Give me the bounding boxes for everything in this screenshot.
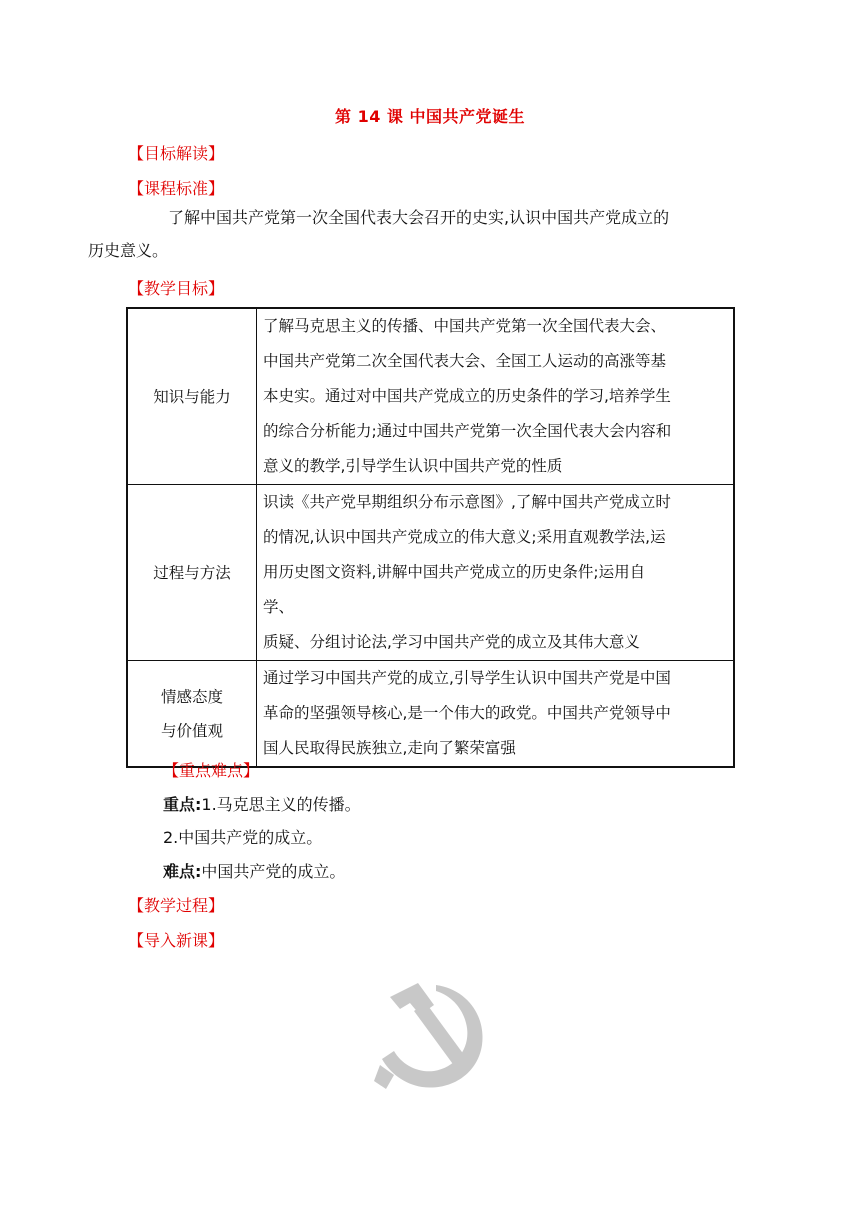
difficult-text: 中国共产党的成立。	[201, 862, 346, 881]
content-line: 中国共产党第二次全国代表大会、全国工人运动的高涨等基	[263, 352, 667, 370]
curriculum-line: 了解中国共产党第一次全国代表大会召开的史实,认识中国共产党成立的	[168, 208, 670, 227]
row-content	[257, 485, 735, 661]
difficult-point	[163, 859, 345, 882]
row-label-text: 情感态度	[160, 687, 223, 706]
content-line: 国人民取得民族独立,走向了繁荣富强	[263, 739, 516, 757]
row-label-text: 与价值观	[160, 721, 223, 740]
heading-new-lesson: 【导入新课】	[128, 931, 225, 950]
table-row	[127, 308, 734, 485]
heading-key-points: 【重点难点】	[163, 761, 260, 780]
key-point-1	[163, 792, 361, 815]
curriculum-text	[88, 201, 733, 267]
content-line: 质疑、分组讨论法,学习中国共产党的成立及其伟大意义	[263, 633, 640, 651]
key-label: 重点:	[163, 795, 202, 814]
content-line: 识读《共产党早期组织分布示意图》,了解中国共产党成立时	[263, 493, 671, 511]
table-row	[127, 485, 734, 661]
row-content	[257, 661, 735, 768]
row-label-text: 知识与能力	[153, 387, 231, 406]
content-line: 本史实。通过对中国共产党成立的历史条件的学习,培养学生	[263, 387, 671, 405]
content-line: 了解马克思主义的传播、中国共产党第一次全国代表大会、	[263, 317, 667, 335]
content-line: 用历史图文资料,讲解中国共产党成立的历史条件;运用自	[263, 563, 646, 581]
teaching-goals-table	[126, 307, 735, 768]
hammer-sickle-icon	[374, 975, 494, 1095]
row-label	[127, 485, 257, 661]
content-line: 意义的教学,引导学生认识中国共产党的性质	[263, 457, 563, 475]
heading-teaching-goals: 【教学目标】	[128, 279, 225, 298]
row-content	[257, 308, 735, 485]
lesson-title: 第 14 课 中国共产党诞生	[335, 107, 525, 126]
difficult-label: 难点:	[163, 862, 202, 881]
key-point-2: 2.中国共产党的成立。	[163, 828, 323, 847]
table-row	[127, 661, 734, 768]
content-line: 学、	[263, 598, 295, 616]
content-line: 通过学习中国共产党的成立,引导学生认识中国共产党是中国	[263, 669, 671, 687]
curriculum-line: 历史意义。	[88, 241, 169, 260]
key-text: 1.马克思主义的传播。	[201, 795, 361, 814]
content-line: 革命的坚强领导核心,是一个伟大的政党。中国共产党领导中	[263, 704, 671, 722]
heading-goal-reading: 【目标解读】	[128, 144, 225, 163]
heading-curriculum-standard: 【课程标准】	[128, 179, 225, 198]
row-label	[127, 308, 257, 485]
row-label-text: 过程与方法	[153, 563, 231, 582]
row-label	[127, 661, 257, 768]
content-line: 的情况,认识中国共产党成立的伟大意义;采用直观教学法,运	[263, 528, 666, 546]
content-line: 的综合分析能力;通过中国共产党第一次全国代表大会内容和	[263, 422, 672, 440]
heading-teaching-process: 【教学过程】	[128, 896, 225, 915]
